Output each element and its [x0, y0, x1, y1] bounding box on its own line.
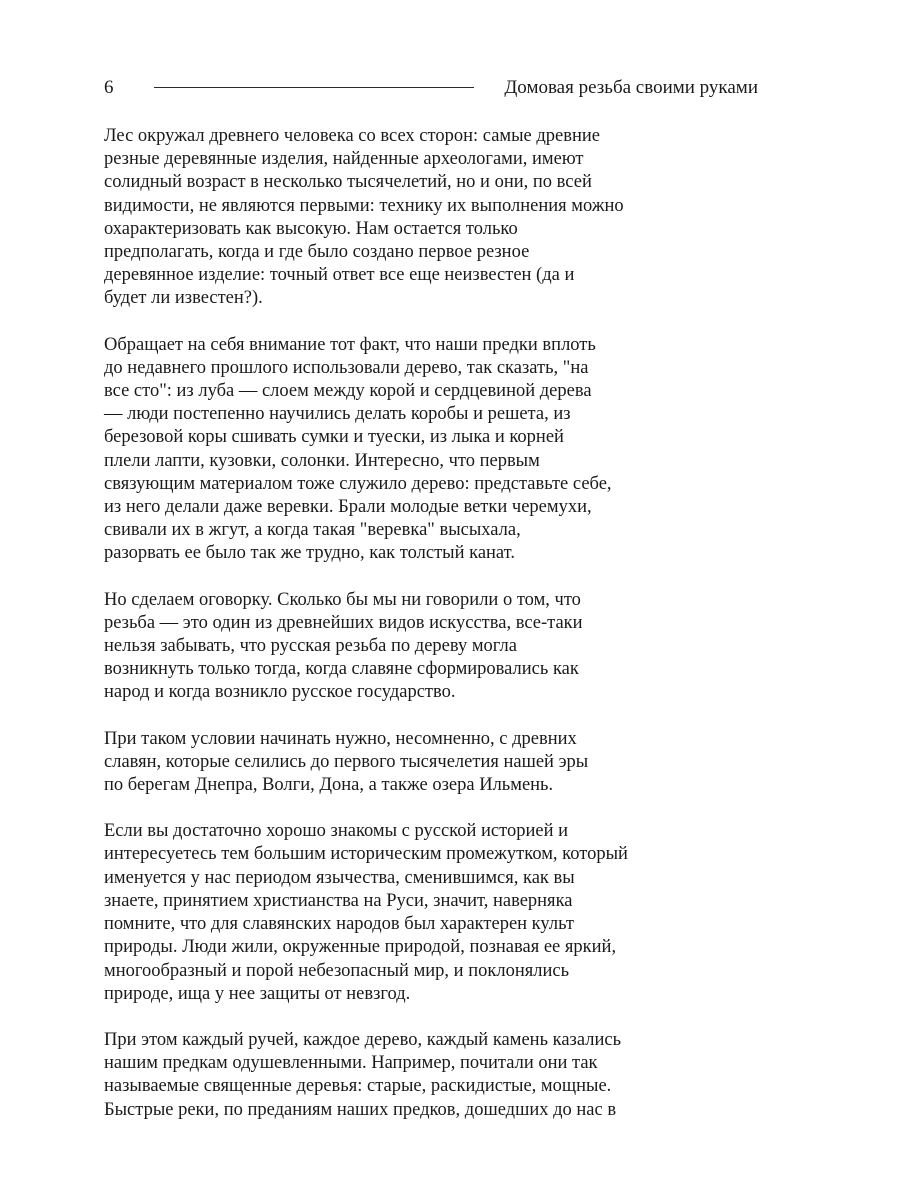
text-line: деревянное изделие: точный ответ все еще неизвестен (да и [104, 265, 575, 286]
text-line: до недавнего прошлого использовали дерево, так сказать, "на [104, 357, 589, 378]
text-line: плели лапти, кузовки, солонки. Интересно, что первым [104, 450, 540, 471]
text-line: интересуетесь тем большим историческим промежутком, который [104, 844, 628, 865]
running-title: Домовая резьба своими руками [504, 77, 758, 98]
text-line: называемые священные деревья: старые, раскидистые, мощные. [104, 1076, 612, 1097]
paragraph-3 [104, 589, 704, 705]
header-rule [154, 87, 474, 88]
text-line: березовой коры сшивать сумки и туески, из лыка и корней [104, 427, 564, 448]
text-line: именуется у нас периодом язычества, сменившимся, как вы [104, 867, 575, 888]
text-line: предполагать, когда и где было создано первое резное [104, 242, 530, 263]
text-line: солидный возраст в несколько тысячелетий, но и они, по всей [104, 172, 592, 193]
running-header [104, 74, 758, 102]
text-line: многообразный и порой небезопасный мир, и поклонялись [104, 960, 570, 981]
text-line: свивали их в жгут, а когда такая "веревка" высыхала, [104, 520, 521, 541]
paragraph-6 [104, 1029, 704, 1122]
paragraph-4 [104, 728, 704, 798]
text-line: резные деревянные изделия, найденные археологами, имеют [104, 149, 584, 170]
paragraph-2 [104, 334, 704, 566]
text-line: Лес окружал древнего человека со всех сторон: самые древние [104, 126, 600, 146]
text-line: природе, ища у нее защиты от невзгод. [104, 983, 411, 1004]
text-line: природы. Люди жили, окруженные природой, познавая ее яркий, [104, 937, 617, 958]
text-line: Быстрые реки, по преданиям наших предков, дошедших до нас в [104, 1099, 617, 1120]
text-line: При этом каждый ручей, каждое дерево, каждый камень казались [104, 1029, 622, 1050]
text-line: нельзя забывать, что русская резьба по дереву могла [104, 636, 517, 657]
text-line: по берегам Днепра, Волги, Дона, а также озера Ильмень. [104, 775, 554, 796]
text-line: Обращает на себя внимание тот факт, что наши предки вплоть [104, 334, 596, 355]
text-line: все сто": из луба — слоем между корой и сердцевиной дерева [104, 381, 592, 402]
text-line: нашим предкам одушевленными. Например, почитали они так [104, 1053, 598, 1074]
text-line: охарактеризовать как высокую. Нам остается только [104, 218, 518, 239]
text-line: будет ли известен?). [104, 288, 263, 309]
text-line: — люди постепенно научились делать коробы и решета, из [104, 404, 571, 425]
text-line: видимости, не являются первыми: технику их выполнения можно [104, 195, 624, 216]
text-line: При таком условии начинать нужно, несомненно, с древних [104, 728, 577, 749]
text-line: разорвать ее было так же трудно, как толстый канат. [104, 543, 515, 564]
text-line: славян, которые селились до первого тысячелетия нашей эры [104, 751, 589, 772]
text-line: резьба — это один из древнейших видов искусства, все-таки [104, 612, 583, 633]
text-line: возникнуть только тогда, когда славяне сформировались как [104, 659, 579, 680]
body-text [104, 125, 704, 1145]
text-line: Но сделаем оговорку. Сколько бы мы ни говорили о том, что [104, 589, 581, 610]
page-number: 6 [104, 77, 114, 98]
paragraph-5 [104, 820, 704, 1006]
text-line: связующим материалом тоже служило дерево: представьте себе, [104, 473, 612, 494]
paragraph-1 [104, 125, 704, 311]
text-line: помните, что для славянских народов был характерен культ [104, 914, 574, 935]
text-line: знаете, принятием христианства на Руси, значит, наверняка [104, 890, 573, 911]
text-line: народ и когда возникло русское государство. [104, 682, 456, 703]
text-line: Если вы достаточно хорошо знакомы с русской историей и [104, 821, 568, 842]
text-line: из него делали даже веревки. Брали молодые ветки черемухи, [104, 497, 592, 518]
